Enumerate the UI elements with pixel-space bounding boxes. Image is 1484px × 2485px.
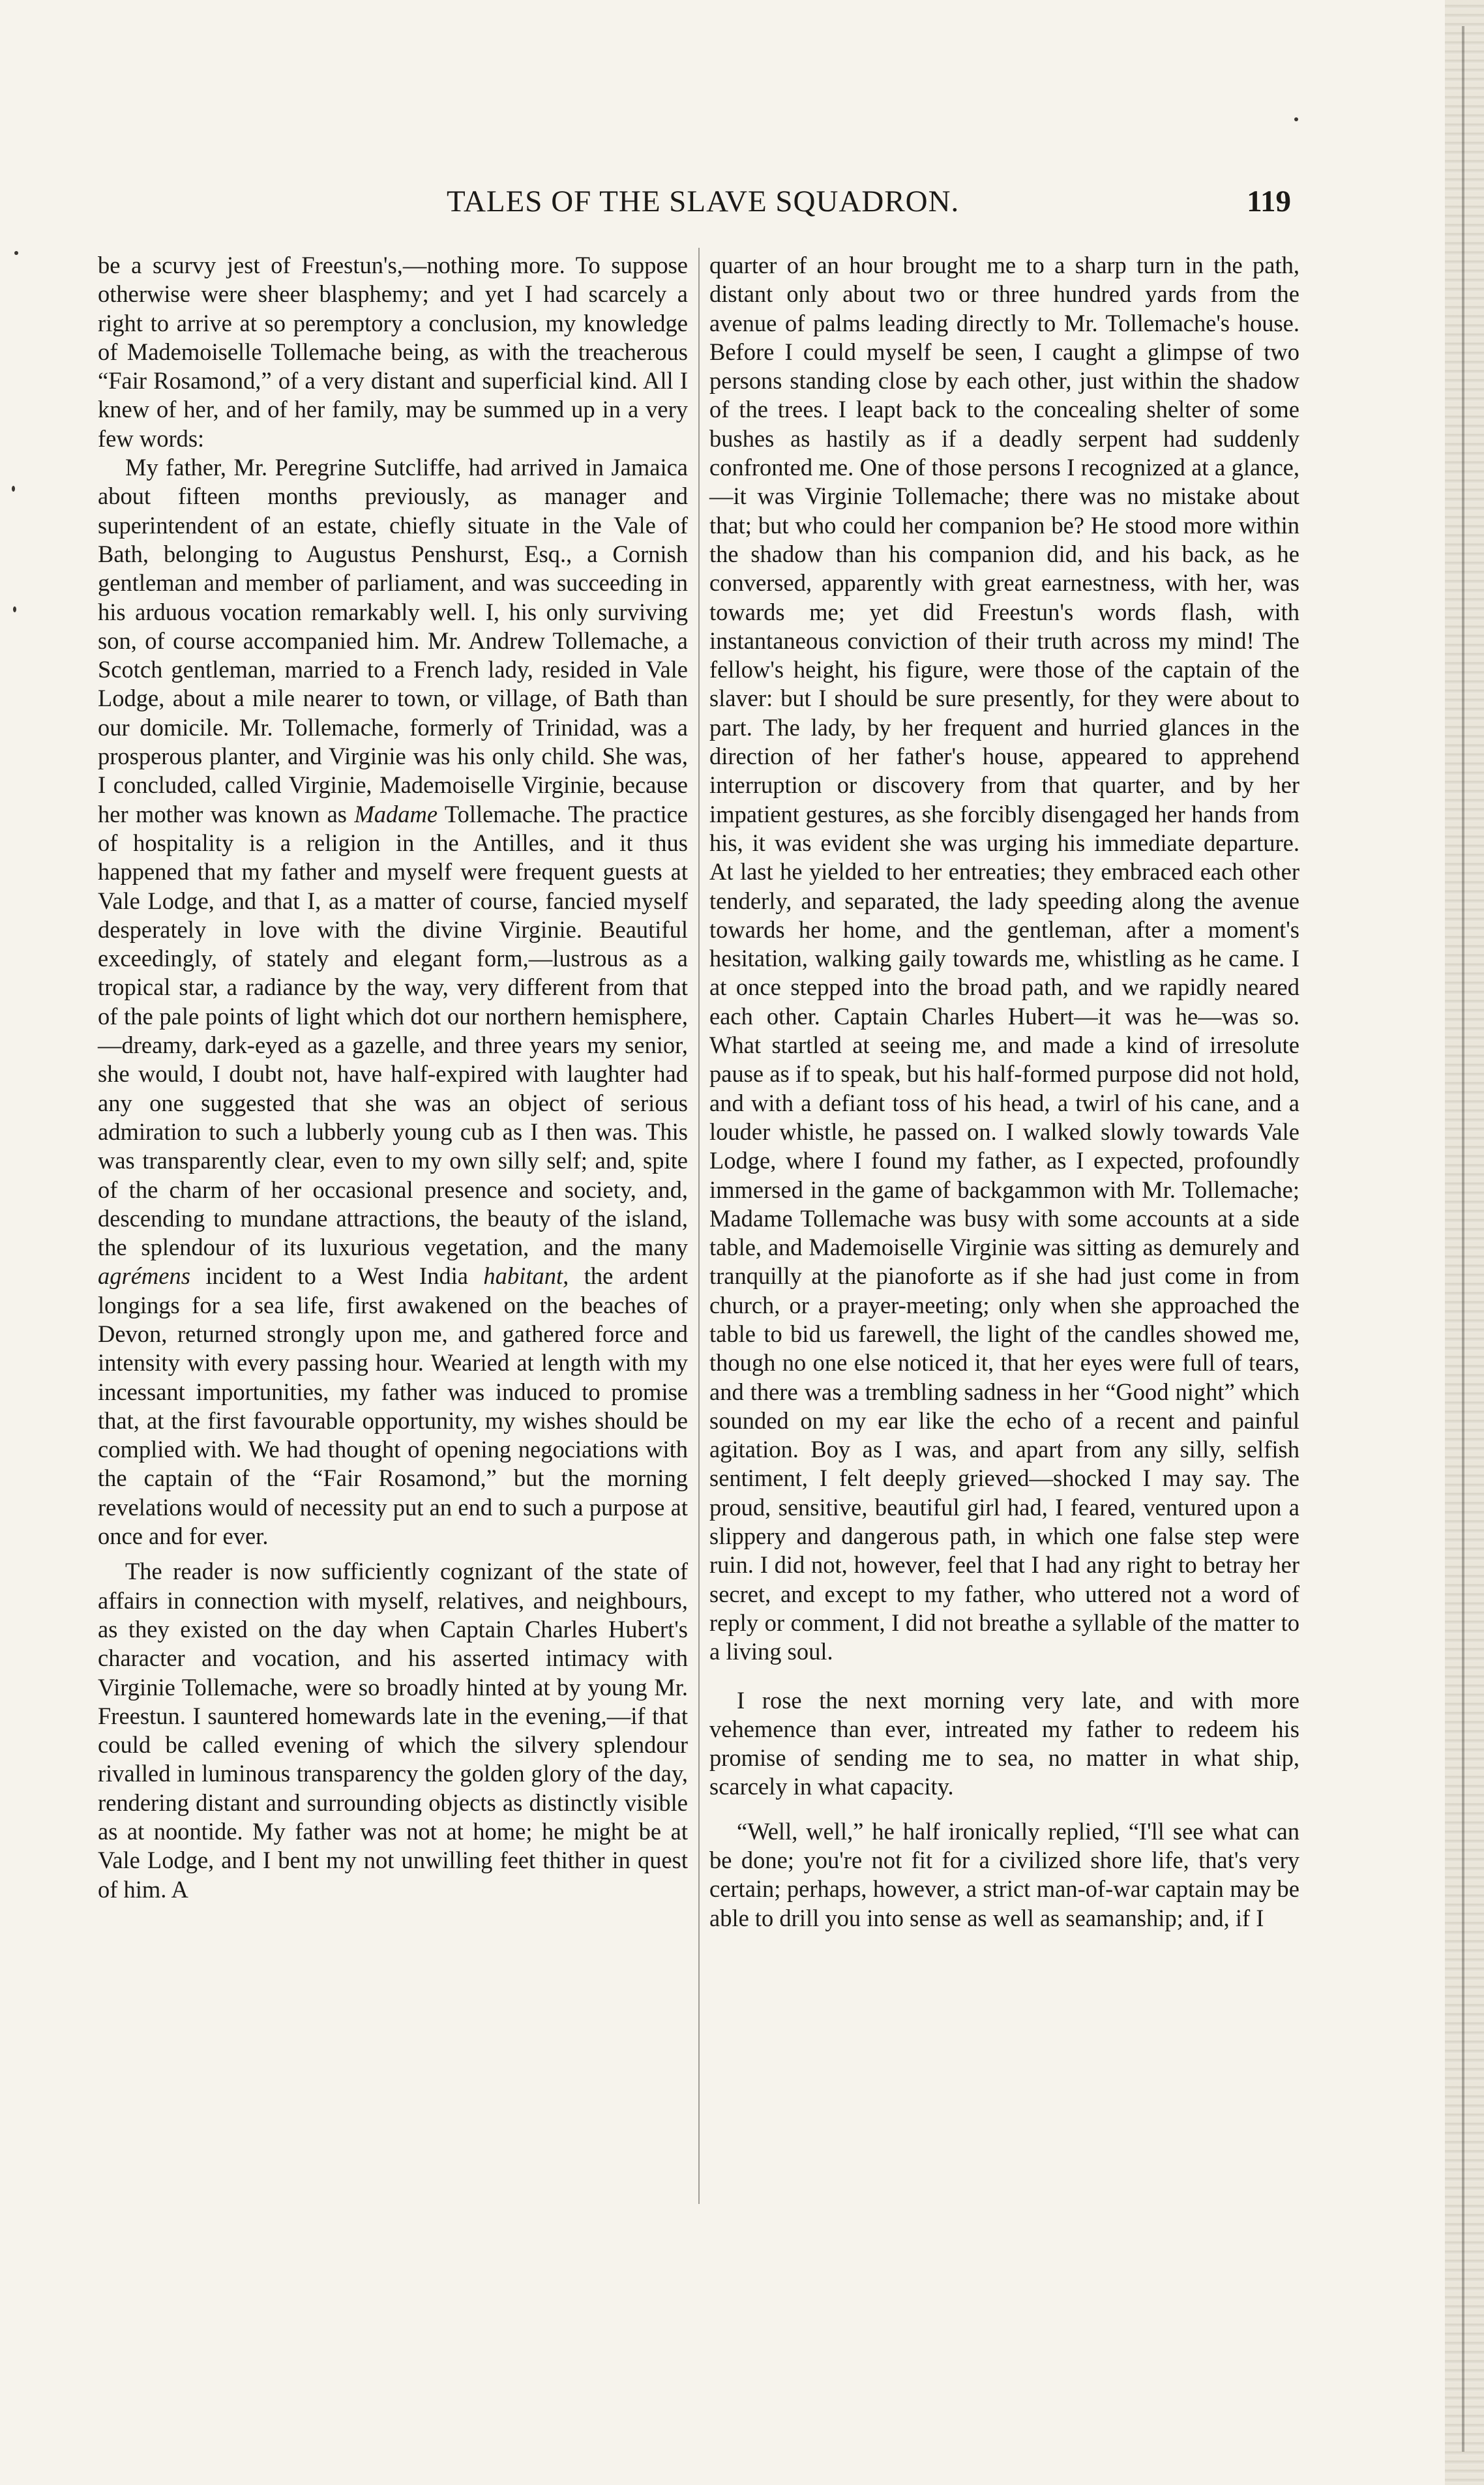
left-paragraph-2-part-b: Tollemache. The practice of hospitality is a religion in the Antilles, and it thus happened that my father and myself were frequent guests at Vale Lodge, and that I, as a matter of course, fancied myself desperately in love with the divine Virginie. Beautiful exceedingly, of stately and elegant form,—lustrous as a tropical star, a radiance by the way, very different from that of the pale points of light which dot our northern hemisphere,—dreamy, dark-eyed as a gazelle, and three years my senior, she would, I doubt not, have half-expired with laughter had any one suggested that she was an object of serious admiration to such a lubberly young cub as I then was. This was transparently clear, even to my own silly self; and, spite of the charm of her occasional presence and society, and, descending to mundane attractions, the beauty of the island, the splendour of its luxurious vegetation, and the many	[98, 800, 688, 1261]
left-column	[98, 251, 688, 1904]
left-paragraph-2	[98, 453, 688, 1551]
left-paragraph-2-part-d: the ardent longings for a sea life, first awakened on the beaches of Devon, returned strongly upon me, and gathered force and intensity with every passing hour. Wearied at length with my incessant importunities, my father was induced to promise that, at the first favourable opportunity, my wishes should be complied with. We had thought of opening negociations with the captain of the “Fair Rosamond,” but the morning revelations would of necessity put an end to such a purpose at once and for ever.	[98, 1262, 688, 1550]
column-divider	[698, 248, 700, 2204]
left-paragraph-1: be a scurvy jest of Freestun's,—nothing more. To suppose otherwise were sheer blasphemy; and yet I had scarcely a right to arrive at so peremptory a conclusion, my knowledge of Mademoiselle Tollemache being, as with the treacherous “Fair Rosamond,” of a very distant and superficial kind. All I knew of her, and of her family, may be summed up in a very few words:	[98, 252, 688, 452]
italic-madame: Madame	[354, 800, 438, 827]
right-paragraph-1: quarter of an hour brought me to a sharp turn in the path, distant only about two or three hundred yards from the avenue of palms leading directly to Mr. Tollemache's house. Before I could myself be seen, I caught a glimpse of two persons standing close by each other, just within the shadow of the trees. I leapt back to the concealing shelter of some bushes as hastily as if a deadly serpent had suddenly confronted me. One of those persons I recognized at a glance,—it was Virginie Tollemache; there was no mistake about that; but who could her companion be? He stood more within the shadow than his companion did, and his back, as he conversed, apparently with great earnestness, with her, was towards me; yet did Freestun's words flash, with instantaneous conviction of their truth across my mind! The fellow's height, his figure, were those of the captain of the slaver: but I should be sure presently, for they were about to part. The lady, by her frequent and hurried glances in the direction of her father's house, appeared to apprehend interruption or discovery from that quarter, and by her impatient gestures, as she forcibly disengaged her hands from his, it was evident she was urging his immediate departure. At last he yielded to her entreaties; they embraced each other tenderly, and separated, the lady speeding along the avenue towards her home, and the gentleman, after a moment's hesitation, walking gaily towards me, whistling as he came. I at once stepped into the broad path, and we rapidly neared each other. Captain Charles Hubert—it was he—was so. What startled at seeing me, and made a kind of irresolute pause as if to speak, but his half-formed purpose did not hold, and with a defiant toss of his head, a twirl of his cane, and a louder whistle, he passed on. I walked slowly towards Vale Lodge, where I found my father, as I expected, profoundly immersed in the game of backgammon with Mr. Tollemache; Madame Tollemache was busy with some accounts at a side table, and Mademoiselle Virginie was sitting as demurely and tranquilly at the pianoforte as if she had just come in from church, or a prayer-meeting; only when she approached the table to bid us farewell, the light of the candles showed me, though no one else noticed it, that her eyes were full of tears, and there was a trembling sadness in her “Good night” which sounded on my ear like the echo of a recent and painful agitation. Boy as I was, and apart from any silly, selfish sentiment, I felt deeply grieved—shocked I may say. The proud, sensitive, beautiful girl had, I feared, ventured upon a slippery and dangerous path, in which one false step were ruin. I did not, however, feel that I had any right to betray her secret, and except to my father, who uttered not a word of reply or comment, I did not breathe a syllable of the matter to a living soul.	[709, 252, 1299, 1665]
scan-speck	[1294, 117, 1298, 121]
left-paragraph-2-part-a: My father, Mr. Peregrine Sutcliffe, had arrived in Jamaica about fifteen months previously, as manager and superintendent of an estate, chiefly situate in the Vale of Bath, belonging to Augustus Penshurst, Esq., a Cornish gentleman and member of parliament, and was succeeding in his arduous vocation remarkably well. I, his only surviving son, of course accompanied him. Mr. Andrew Tollemache, a Scotch gentleman, married to a French lady, resided in Vale Lodge, about a mile nearer to town, or village, of Bath than our domicile. Mr. Tollemache, formerly of Trinidad, was a prosperous planter, and Virginie was his only child. She was, I concluded, called Virginie, Mademoiselle Virginie, because her mother was known as	[98, 454, 688, 827]
left-paragraph-2-part-c: incident to a West India	[190, 1262, 484, 1290]
right-column	[709, 251, 1299, 1933]
left-paragraph-3: The reader is now sufficiently cognizant of the state of affairs in connection with myself, relatives, and neighbours, as they existed on the day when Captain Charles Hubert's character and vocation, and his asserted intimacy with Virginie Tollemache, were so broadly hinted at by young Mr. Freestun. I sauntered homewards late in the evening,—if that could be called evening of which the silvery splendour rivalled in luminous transparency the golden glory of the day, rendering distant and surrounding objects as distinctly visible as at noontide. My father was not at home; he might be at Vale Lodge, and I bent my not unwilling feet thither in quest of him. A	[98, 1558, 688, 1903]
scan-speck	[13, 606, 16, 612]
scan-edge-line	[1462, 26, 1464, 2452]
scan-edge-shadow	[1445, 0, 1484, 2485]
scan-speck	[14, 251, 18, 255]
right-paragraph-2: I rose the next morning very late, and with more vehemence than ever, intreated my father to redeem his promise of sending me to sea, no matter in what ship, scarcely in what capacity.	[709, 1686, 1299, 1800]
scan-speck	[12, 486, 15, 492]
running-title: TALES OF THE SLAVE SQUADRON.	[447, 185, 960, 218]
italic-agremens: agrémens	[98, 1262, 190, 1290]
italic-habitant: habitant,	[483, 1262, 569, 1290]
page-number: 119	[1247, 185, 1291, 218]
right-paragraph-3: “Well, well,” he half ironically replied, “I'll see what can be done; you're not fit for a civilized shore life, that's very certain; perhaps, however, a strict man-of-war captain may be able to drill you into sense as well as seamanship; and, if I	[709, 1817, 1299, 1931]
running-head	[98, 184, 1291, 230]
